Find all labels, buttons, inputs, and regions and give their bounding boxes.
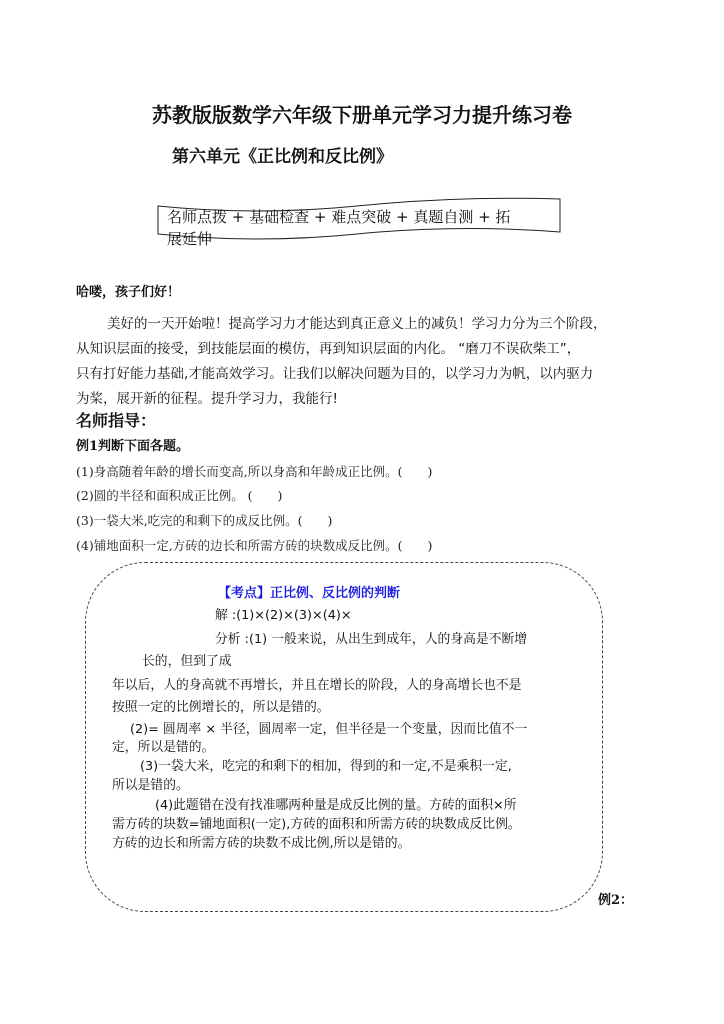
intro-line: 只有打好能力基础,才能高效学习。让我们以解决问题为目的，以学习力为帆，以内驱力: [76, 366, 594, 382]
analysis-line: 所以是错的。: [112, 778, 189, 793]
analysis-line: 分析 :(1) 一般来说，从出生到成年，人的身高是不断增: [215, 632, 528, 647]
solution-answer: 解 :(1)×(2)×(3)×(4)×: [215, 608, 352, 623]
analysis-line: 年以后，人的身高就不再增长，并且在增长的阶段，人的身高增长也不是: [112, 678, 522, 693]
analysis-line: 需方砖的块数=铺地面积(一定),方砖的面积和所需方砖的块数成反比例。: [112, 817, 521, 832]
question-1: (1)身高随着年龄的增长而变高,所以身高和年龄成正比例。( ): [76, 464, 433, 479]
analysis-line: 方砖的边长和所需方砖的块数不成比例,所以是错的。: [112, 836, 411, 851]
banner-box: [157, 194, 560, 248]
intro-line: 美好的一天开始啦！提高学习力才能达到真正意义上的减负！学习力分为三个阶段，: [107, 316, 607, 332]
example1-title: 例1判断下面各题。: [76, 439, 190, 454]
question-2: (2)圆的半径和面积成正比例。 ( ): [76, 488, 283, 503]
analysis-line: 定，所以是错的。: [112, 740, 215, 755]
unit-subtitle: 第六单元《正比例和反比例》: [172, 147, 393, 167]
intro-line: 从知识层面的接受，到技能层面的模仿，再到知识层面的内化。 “磨刀不误砍柴工”，: [76, 341, 581, 357]
analysis-line: 长的，但到了成: [142, 654, 232, 669]
guide-heading: 名师指导：: [76, 411, 157, 430]
analysis-line: (3)一袋大米，吃完的和剩下的相加，得到的和一定,不是乘积一定,: [140, 759, 512, 774]
analysis-line: (2)= 圆周率 × 半径，圆周率一定，但半径是一个变量，因而比值不一: [130, 722, 528, 737]
kaodian-heading: 【考点】正比例、反比例的判断: [218, 586, 401, 601]
greeting: 哈喽，孩子们好！: [76, 285, 181, 300]
banner-line-1: 名师点拨 + 基础检查 + 难点突破 + 真题自测 + 拓: [167, 208, 511, 226]
document-title: 苏教版版数学六年级下册单元学习力提升练习卷: [152, 103, 572, 127]
banner-line-2: 展延伸: [167, 230, 213, 248]
analysis-line: 按照一定的比例增长的，所以是错的。: [112, 700, 330, 715]
intro-line: 为桨，展开新的征程。提升学习力，我能行!: [76, 391, 338, 407]
example2-label: 例2：: [598, 893, 634, 908]
question-4: (4)铺地面积一定,方砖的边长和所需方砖的块数成反比例。( ): [76, 538, 433, 553]
analysis-line: (4)此题错在没有找准哪两种量是成反比例的量。方砖的面积×所: [155, 798, 517, 813]
question-3: (3)一袋大米,吃完的和剩下的成反比例。( ): [76, 513, 333, 528]
